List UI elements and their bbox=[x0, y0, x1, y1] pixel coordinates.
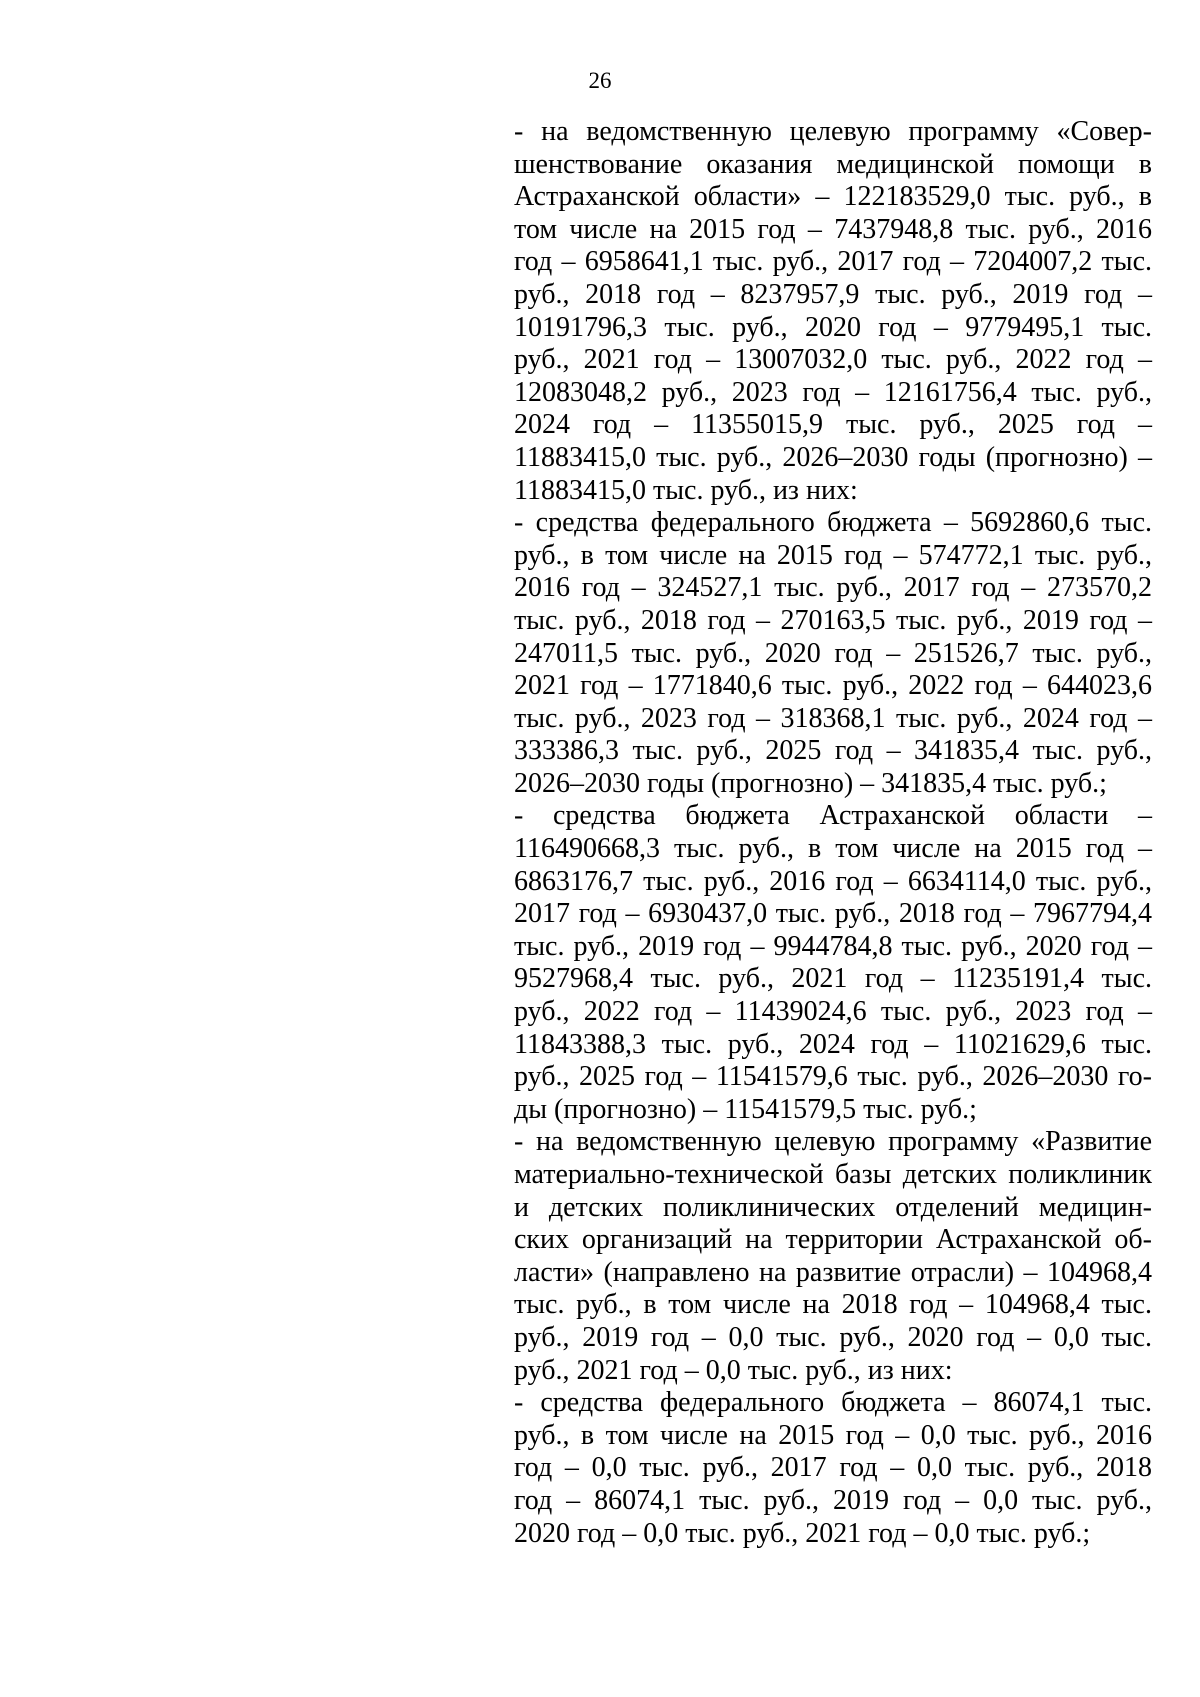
text-line: 2020 год – 0,0 тыс. руб., 2021 год – 0,0 тыс. руб.; bbox=[514, 1517, 1091, 1549]
text-line: ласти» (направлено на развитие отрасли) – 104968,4 bbox=[514, 1256, 1152, 1288]
text-line: 11843388,3 тыс. руб., 2024 год – 11021629,6 тыс. bbox=[514, 1028, 1152, 1060]
text-column bbox=[514, 116, 1152, 1550]
text-line: руб., 2025 год – 11541579,6 тыс. руб., 2026–2030 го- bbox=[514, 1061, 1152, 1093]
text-line: - средства бюджета Астраханской области – bbox=[514, 800, 1152, 832]
text-line: и детских поликлинических отделений медицин- bbox=[514, 1191, 1152, 1223]
text-line: 11883415,0 тыс. руб., 2026–2030 годы (прогнозно) – bbox=[514, 441, 1152, 473]
text-line: шенствование оказания медицинской помощи в bbox=[514, 148, 1152, 180]
text-line: руб., 2022 год – 11439024,6 тыс. руб., 2023 год – bbox=[514, 996, 1152, 1028]
text-line: - на ведомственную целевую программу «Совер- bbox=[514, 116, 1152, 147]
paragraph bbox=[514, 507, 1152, 800]
text-line: 333386,3 тыс. руб., 2025 год – 341835,4 тыс. руб., bbox=[514, 735, 1152, 767]
text-line: 6863176,7 тыс. руб., 2016 год – 6634114,0 тыс. руб., bbox=[514, 865, 1152, 897]
text-line: 9527968,4 тыс. руб., 2021 год – 11235191,4 тыс. bbox=[514, 963, 1152, 995]
paragraph bbox=[514, 116, 1152, 507]
text-line: руб., в том числе на 2015 год – 574772,1 тыс. руб., bbox=[514, 539, 1152, 571]
paragraph bbox=[514, 800, 1152, 1126]
text-line: ды (прогнозно) – 11541579,5 тыс. руб.; bbox=[514, 1093, 977, 1125]
text-line: 2017 год – 6930437,0 тыс. руб., 2018 год – 7967794,4 bbox=[514, 898, 1152, 930]
text-line: тыс. руб., 2023 год – 318368,1 тыс. руб., 2024 год – bbox=[514, 702, 1152, 734]
text-line: 10191796,3 тыс. руб., 2020 год – 9779495,1 тыс. bbox=[514, 311, 1152, 343]
paragraph bbox=[514, 1387, 1152, 1550]
text-line: руб., 2021 год – 13007032,0 тыс. руб., 2022 год – bbox=[514, 344, 1152, 376]
text-line: 2021 год – 1771840,6 тыс. руб., 2022 год – 644023,6 bbox=[514, 670, 1152, 702]
text-line: - средства федерального бюджета – 86074,1 тыс. bbox=[514, 1387, 1152, 1419]
text-line: год – 0,0 тыс. руб., 2017 год – 0,0 тыс. руб., 2018 bbox=[514, 1452, 1152, 1484]
paragraph bbox=[514, 1126, 1152, 1387]
text-line: материально-технической базы детских поликлиник bbox=[514, 1159, 1152, 1190]
text-line: 12083048,2 руб., 2023 год – 12161756,4 тыс. руб., bbox=[514, 376, 1152, 408]
text-line: 11883415,0 тыс. руб., из них: bbox=[514, 474, 858, 506]
text-line: год – 6958641,1 тыс. руб., 2017 год – 7204007,2 тыс. bbox=[514, 246, 1152, 278]
text-line: 2026–2030 годы (прогнозно) – 341835,4 тыс. руб.; bbox=[514, 767, 1107, 799]
text-line: - на ведомственную целевую программу «Развитие bbox=[514, 1126, 1152, 1158]
text-line: том числе на 2015 год – 7437948,8 тыс. руб., 2016 bbox=[514, 213, 1152, 245]
text-line: 116490668,3 тыс. руб., в том числе на 2015 год – bbox=[514, 833, 1152, 865]
text-line: руб., 2021 год – 0,0 тыс. руб., из них: bbox=[514, 1354, 953, 1386]
text-line: тыс. руб., 2018 год – 270163,5 тыс. руб., 2019 год – bbox=[514, 604, 1152, 636]
text-line: Астраханской области» – 122183529,0 тыс. руб., в bbox=[514, 181, 1152, 213]
text-line: тыс. руб., в том числе на 2018 год – 104968,4 тыс. bbox=[514, 1289, 1152, 1321]
text-line: тыс. руб., 2019 год – 9944784,8 тыс. руб., 2020 год – bbox=[514, 930, 1152, 962]
text-line: 247011,5 тыс. руб., 2020 год – 251526,7 тыс. руб., bbox=[514, 637, 1152, 669]
text-line: год – 86074,1 тыс. руб., 2019 год – 0,0 тыс. руб., bbox=[514, 1484, 1152, 1516]
text-line: руб., в том числе на 2015 год – 0,0 тыс. руб., 2016 bbox=[514, 1419, 1152, 1451]
text-line: ских организаций на территории Астраханской об- bbox=[514, 1224, 1152, 1256]
page-number: 26 bbox=[588, 68, 612, 93]
text-line: 2024 год – 11355015,9 тыс. руб., 2025 год – bbox=[514, 409, 1152, 441]
text-line: руб., 2019 год – 0,0 тыс. руб., 2020 год – 0,0 тыс. bbox=[514, 1321, 1152, 1353]
text-line: - средства федерального бюджета – 5692860,6 тыс. bbox=[514, 507, 1152, 539]
text-line: руб., 2018 год – 8237957,9 тыс. руб., 2019 год – bbox=[514, 278, 1152, 310]
text-line: 2016 год – 324527,1 тыс. руб., 2017 год – 273570,2 bbox=[514, 572, 1152, 604]
